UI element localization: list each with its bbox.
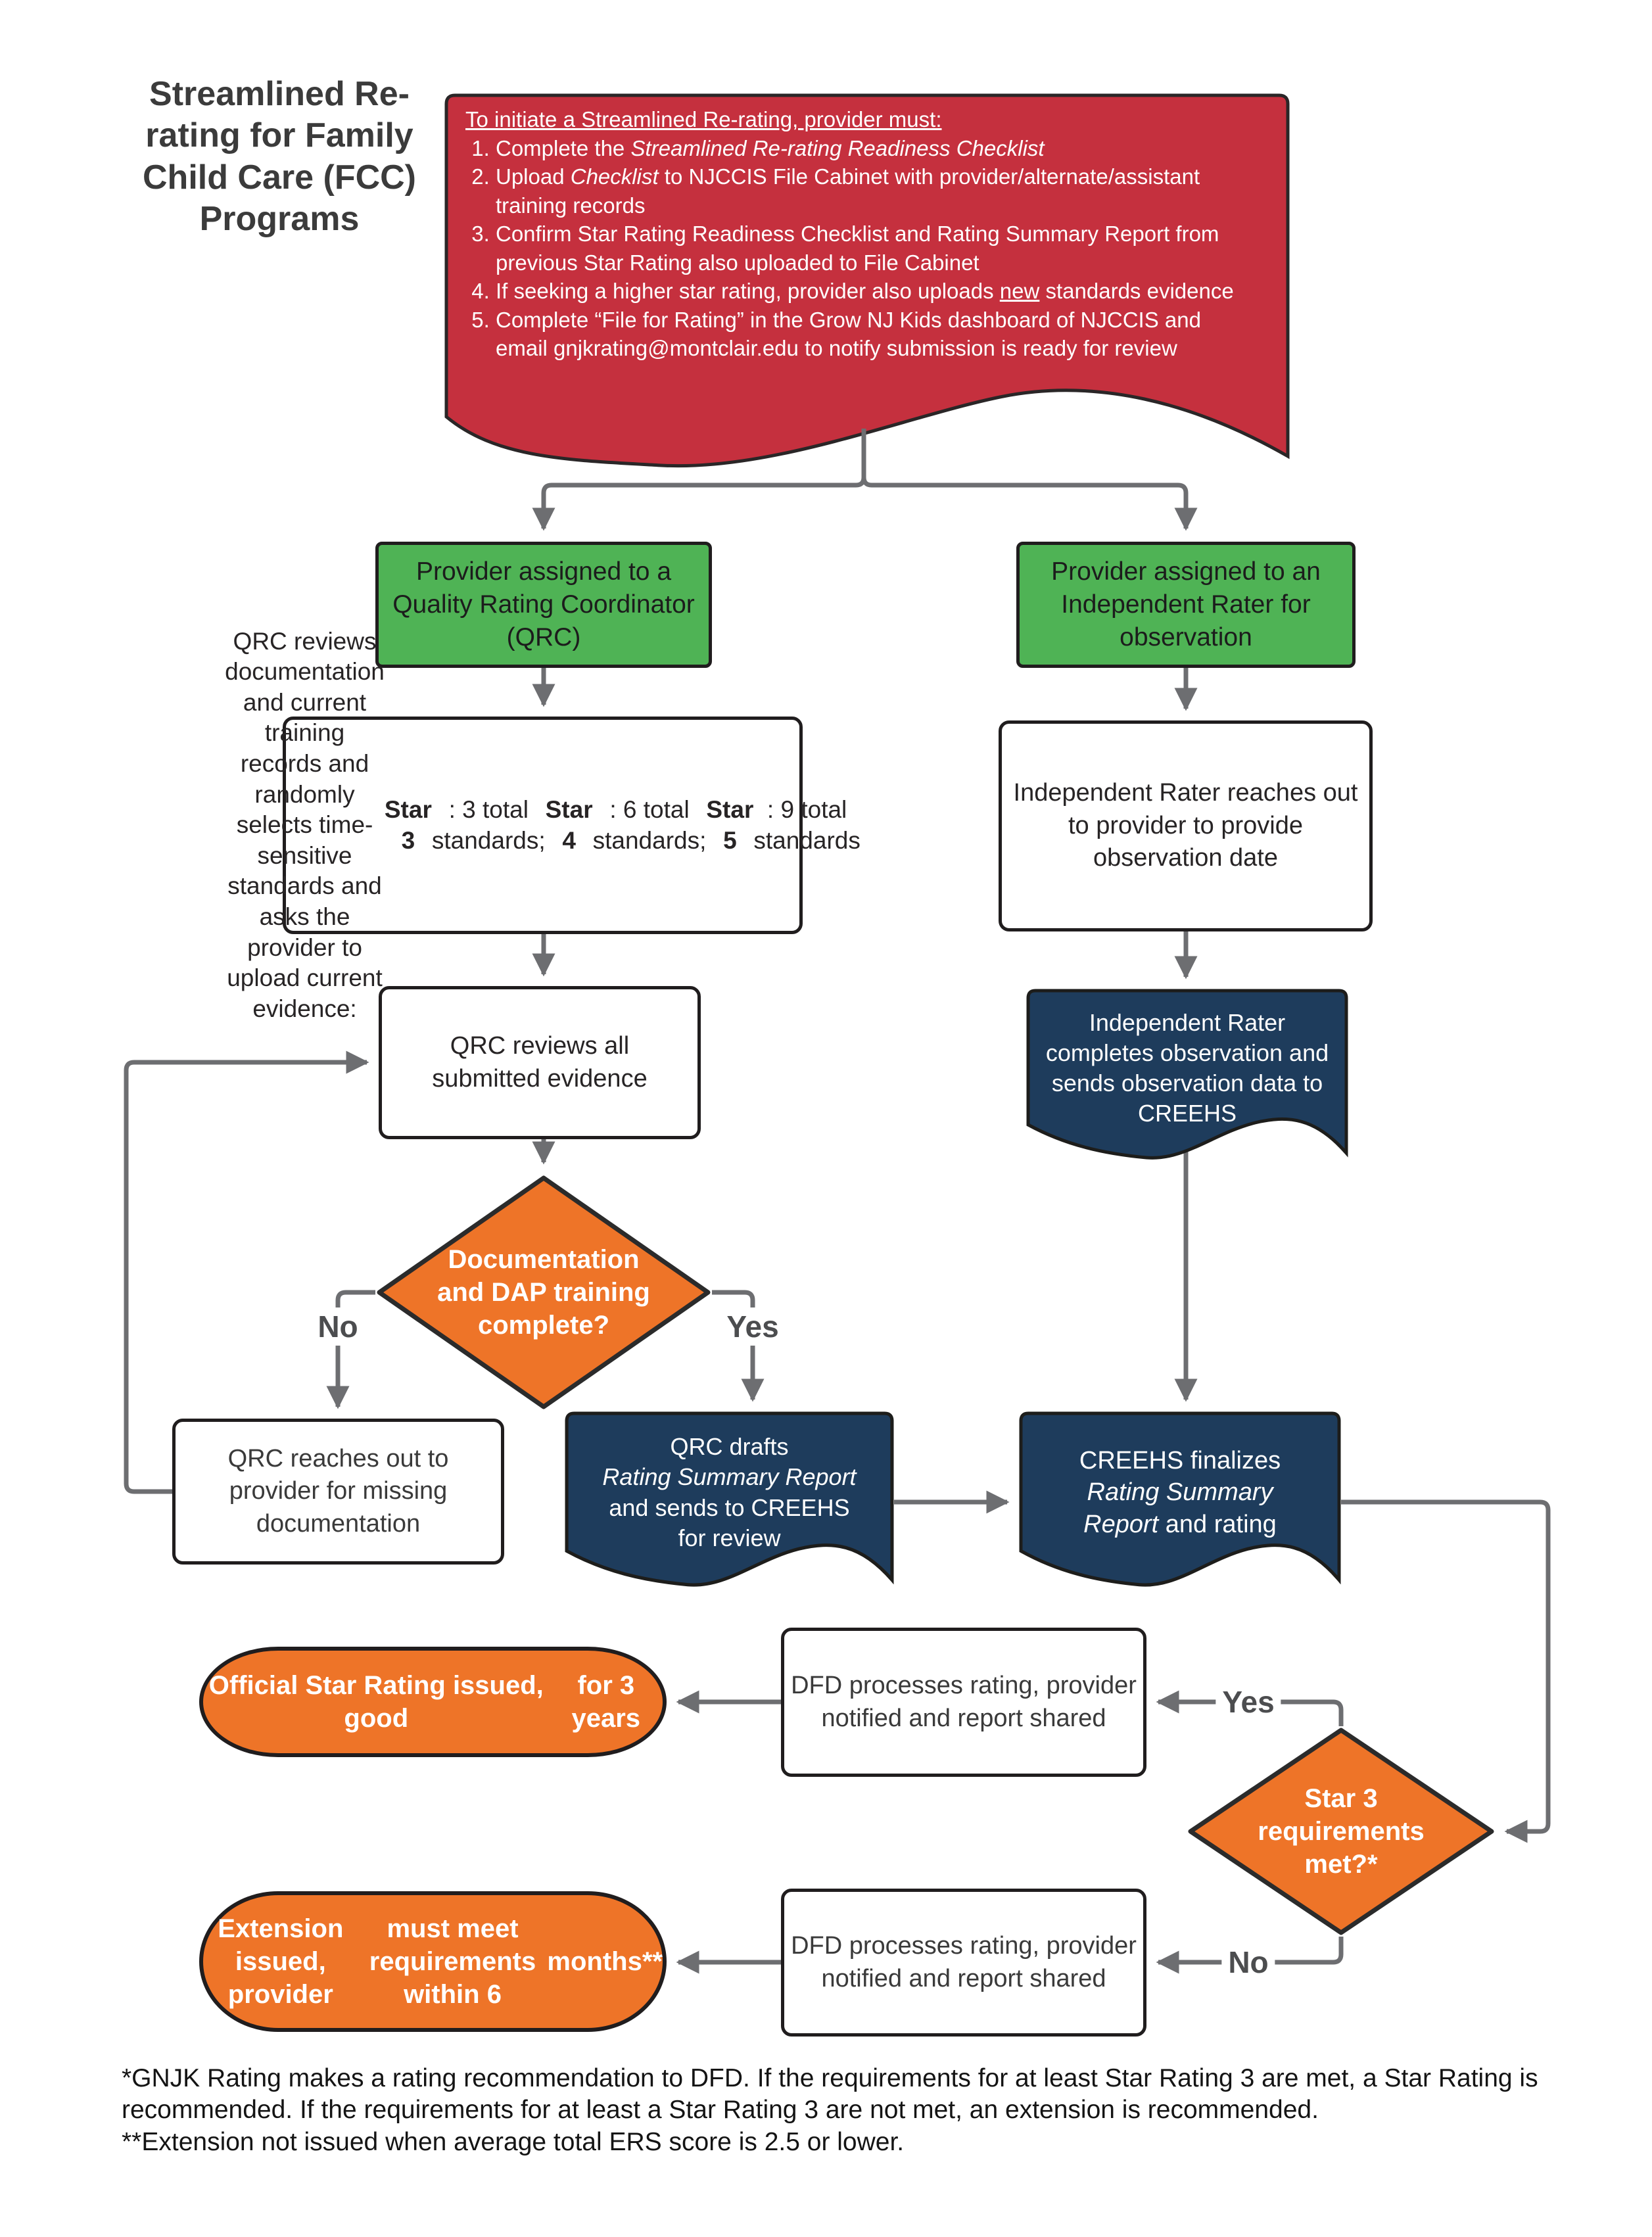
node-creehs-finalizes-text: CREEHS finalizes Rating Summary Report and rating (1079, 1446, 1281, 1538)
label-no-star3: No (1221, 1943, 1275, 1981)
footnote-extension: **Extension not issued when average total ERS score is 2.5 or lower. (122, 2127, 905, 2156)
page-title: Streamlined Re-rating for Family Child Care (FCC) Programs (143, 75, 416, 239)
node-qrc-reaches-missing-doc: QRC reaches out to provider for missing documentation (172, 1419, 504, 1565)
label-yes-star3: Yes (1215, 1683, 1281, 1721)
node-qrc-reviews-evidence: QRC reviews all submitted evidence (379, 986, 701, 1139)
node-rater-completes-observation (1026, 989, 1348, 1166)
node-provider-assigned-rater: Provider assigned to an Independent Rater for observation (1016, 542, 1356, 668)
banner-step: 4. If seeking a higher star rating, provider also uploads new standards evidence (496, 277, 1248, 306)
node-qrc-drafts-text: QRC drafts Rating Summary Report and sends to CREEHS for review (602, 1433, 857, 1551)
node-dfd-processes-top: DFD processes rating, provider notified and report shared (781, 1628, 1146, 1777)
connector-banner-to-green-left (544, 429, 864, 529)
banner-heading: To initiate a Streamlined Re-rating, provider must: (465, 107, 942, 131)
terminal-official-star-rating: Official Star Rating issued, good for 3 years (199, 1647, 667, 1757)
banner-step: 5. Complete “File for Rating” in the Grow NJ Kids dashboard of NJCCIS and email gnjkrating@montclair.edu to notify submission is ready for review (496, 306, 1248, 363)
banner-steps (465, 134, 1248, 363)
label-no-documentation: No (311, 1307, 364, 1346)
connector-banner-to-green-right (864, 429, 1186, 529)
terminal-extension-issued: Extension issued, provider must meet requirements within 6 months** (199, 1891, 667, 2032)
banner-step: 2. Upload Checklist to NJCCIS File Cabinet with provider/alternate/assistant training records (496, 162, 1248, 220)
node-rater-reaches-out: Independent Rater reaches out to provider to provide observation date (999, 720, 1373, 931)
node-qrc-reviews-documentation: QRC reviews documentation and current training records and randomly selects time-sensitive standards and asks the provider to upload current evidence: Star 3 : 3 total standards; Star 4 : 6 total standards; Star 5 : 9 total standards (225, 627, 861, 1022)
node-qrc-drafts-report (565, 1411, 894, 1593)
label-yes-documentation: Yes (720, 1307, 785, 1346)
decision-star3-text: Star 3 requirements met?* (1258, 1784, 1425, 1879)
banner-step: 3. Confirm Star Rating Readiness Checklist and Rating Summary Report from previous Star Rating also uploaded to File Cabinet (496, 220, 1248, 277)
footnote-star-rating: *GNJK Rating makes a rating recommendation to DFD. If the requirements for at least Star Rating 3 are met, a Star Rating is recommended. If the requirements for at least a Star Rating 3 are not met, an extension is recommended. (122, 2064, 1538, 2125)
node-dfd-processes-bottom: DFD processes rating, provider notified and report shared (781, 1889, 1146, 2037)
banner-step: 1. Complete the Streamlined Re-rating Readiness Checklist (496, 134, 1248, 163)
decision-documentation-text: Documentation and DAP training complete? (437, 1245, 650, 1340)
node-rater-completes-text: Independent Rater completes observation and sends observation data to CREEHS (1045, 1008, 1329, 1127)
node-creehs-finalizes (1019, 1411, 1341, 1593)
decision-star3-requirements (1187, 1726, 1496, 1937)
initiation-instructions (465, 105, 1248, 363)
node-provider-assigned-qrc: Provider assigned to a Quality Rating Coordinator (QRC) (375, 542, 712, 668)
decision-documentation-complete (375, 1174, 712, 1411)
